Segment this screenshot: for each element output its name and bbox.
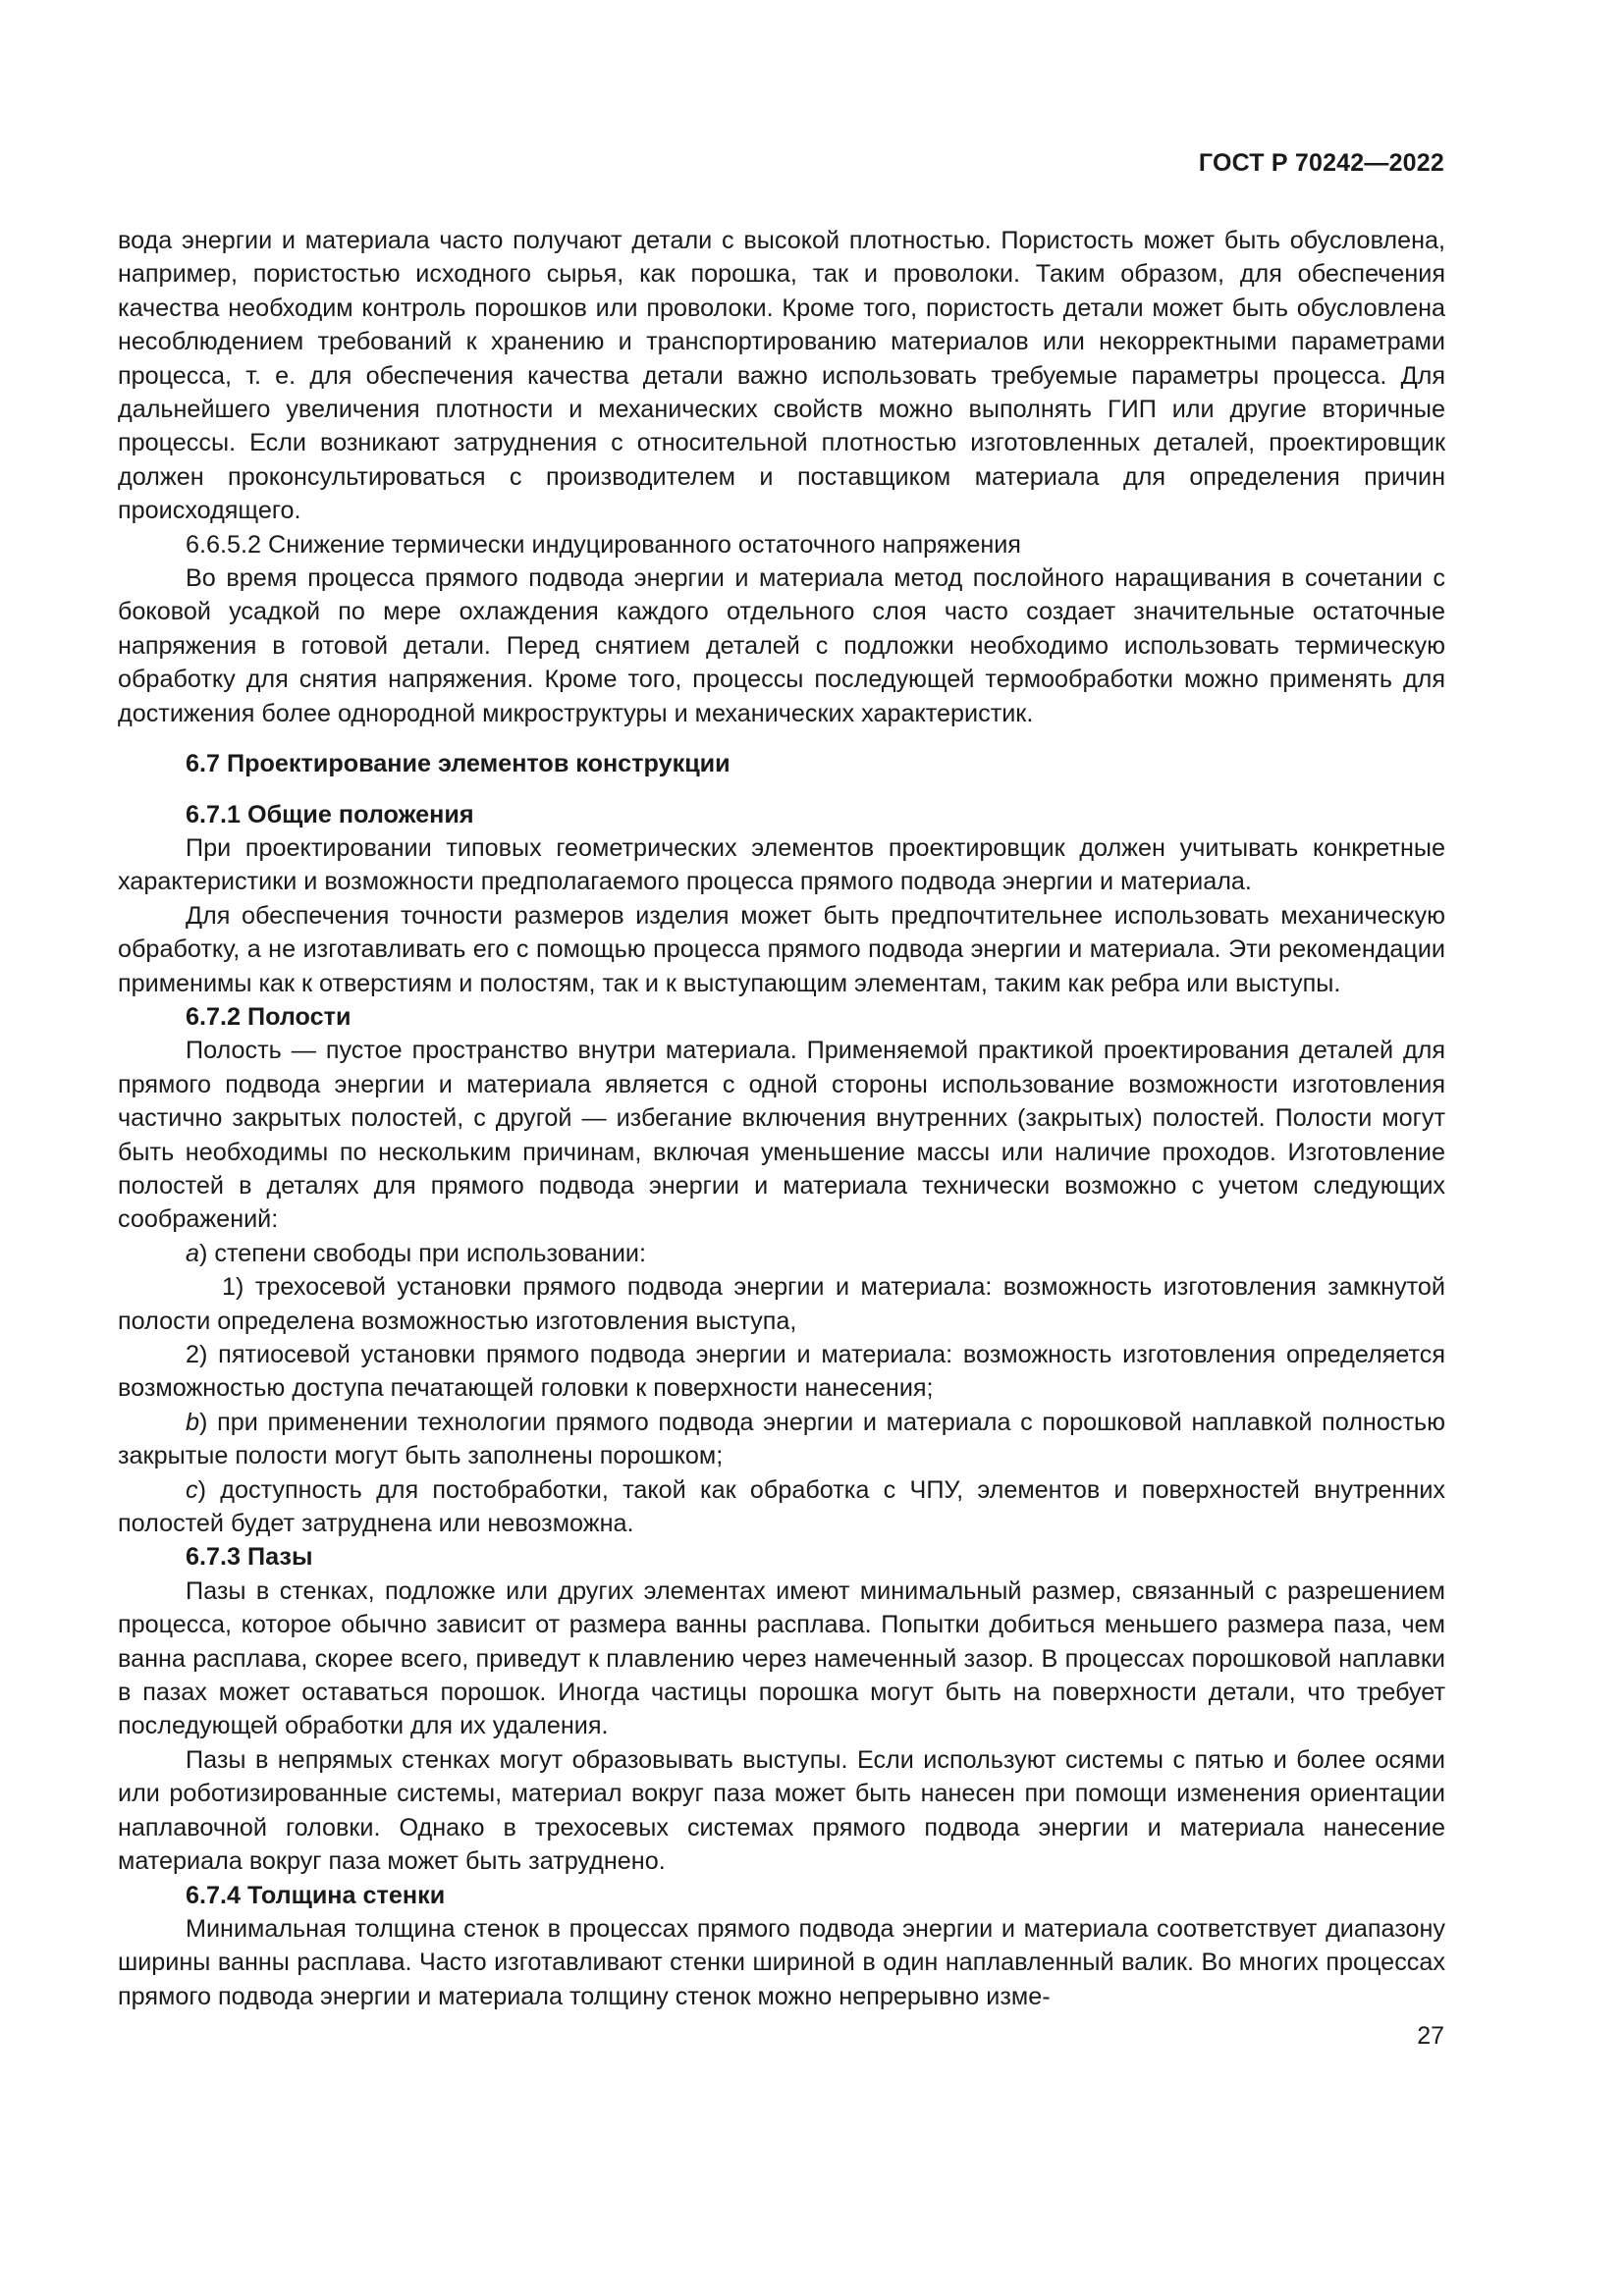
list-letter-b: b: [186, 1408, 200, 1436]
list-letter-c: c: [186, 1475, 198, 1504]
paragraph-dimensional-accuracy: Для обеспечения точности размеров изделия может быть предпочтительнее использовать механическую обработку, а не изготавливать его с помощью процесса прямого подвода энергии и материала. Эти рекомендации применимы как к отверстиям и полостям, так и к выступающим элементам, таким как ребра или выступы.: [118, 901, 1445, 997]
section-heading-6-7-4: 6.7.4 Толщина стенки: [186, 1881, 446, 1909]
subsection-title-6-6-5-2: 6.6.5.2 Снижение термически индуцированного остаточного напряжения: [186, 530, 1021, 559]
paragraph-general-provisions: При проектировании типовых геометрических элементов проектировщик должен учитывать конкретные характеристики и возможности предполагаемого процесса прямого подвода энергии и материала.: [118, 833, 1445, 896]
paragraph-residual-stress: Во время процесса прямого подвода энергии и материала метод послойного наращивания в сочетании с боковой усадкой по мере охлаждения каждого отдельного слоя часто создает значительные остаточные напряжения в готовой детали. Перед снятием деталей с подложки необходимо использовать термическую обработку для снятия напряжения. Кроме того, процессы последующей термообработки можно применять для достижения более однородной микроструктуры и механических характеристик.: [118, 564, 1445, 727]
section-heading-6-7-2: 6.7.2 Полости: [186, 1002, 352, 1031]
list-letter-a: a: [186, 1239, 200, 1267]
document-body: [118, 224, 1445, 2013]
page-number: 27: [1417, 2022, 1444, 2050]
list-item-c: [118, 1473, 1445, 1541]
list-item-c-text: ) доступность для постобработки, такой как обработка с ЧПУ, элементов и поверхностей внутренних полостей будет затруднена или невозможна.: [118, 1475, 1445, 1538]
section-heading-6-7: 6.7 Проектирование элементов конструкции: [186, 750, 731, 778]
paragraph-slots-resolution: Пазы в стенках, подложке или других элементах имеют минимальный размер, связанный с разрешением процесса, которое обычно зависит от размера ванны расплава. Попытки добиться меньшего размера паза, чем ванна расплава, скорее всего, приведут к плавлению через намеченный зазор. В процессах порошковой наплавки в пазах может оставаться порошок. Иногда частицы порошка могут быть на поверхности детали, что требует последующей обработки для их удаления.: [118, 1576, 1445, 1740]
list-subitem-a1: 1) трехосевой установки прямого подвода энергии и материала: возможность изготовления замкнутой полости определена возможностью изготовления выступа,: [118, 1273, 1445, 1335]
paragraph-wall-thickness: Минимальная толщина стенок в процессах прямого подвода энергии и материала соответствует диапазону ширины ванны расплава. Часто изготавливают стенки шириной в один наплавленный валик. Во многих процессах прямого подвода энергии и материала толщину стенок можно непрерывно изме-: [118, 1914, 1445, 2010]
paragraph-porosity: вода энергии и материала часто получают детали с высокой плотностью. Пористость может быть обусловлена, например, пористостью исходного сырья, как порошка, так и проволоки. Таким образом, для обеспечения качества необходим контроль порошков или проволоки. Кроме того, пористость детали может быть обусловлена несоблюдением требований к хранению и транспортированию материалов или некорректными параметрами процесса, т. е. для обеспечения качества детали важно использовать требуемые параметры процесса. Для дальнейшего увеличения плотности и механических свойств можно выполнять ГИП или другие вторичные процессы. Если возникают затруднения с относительной плотностью изготовленных деталей, проектировщик должен проконсультироваться с производителем и поставщиком материала для определения причин происходящего.: [118, 227, 1445, 525]
list-subitem-a2: 2) пятиосевой установки прямого подвода энергии и материала: возможность изготовления определяется возможностью доступа печатающей головки к поверхности нанесения;: [118, 1341, 1445, 1403]
list-item-a-text: ) степени свободы при использовании:: [199, 1239, 646, 1267]
list-item-a: [118, 1237, 1445, 1270]
paragraph-cavities: Полость — пустое пространство внутри материала. Применяемой практикой проектирования деталей для прямого подвода энергии и материала является с одной стороны использование возможности изготовления частично закрытых полостей, с другой — избегание включения внутренних (закрытых) полостей. Полости могут быть необходимы по нескольким причинам, включая уменьшение массы или наличие проходов. Изготовление полостей в деталях для прямого подвода энергии и материала технически возможно с учетом следующих соображений:: [118, 1037, 1445, 1234]
list-item-b-text: ) при применении технологии прямого подвода энергии и материала с порошковой наплавкой полностью закрытые полости могут быть заполнены порошком;: [118, 1408, 1445, 1470]
paragraph-slots-overhangs: Пазы в непрямых стенках могут образовывать выступы. Если используют системы с пятью и более осями или роботизированные системы, материал вокруг паза может быть нанесен при помощи изменения ориентации наплавочной головки. Однако в трехосевых системах прямого подвода энергии и материала нанесение материала вокруг паза может быть затруднено.: [118, 1745, 1445, 1876]
document-code-header: ГОСТ Р 70242—2022: [1198, 149, 1444, 177]
list-item-b: [118, 1406, 1445, 1473]
section-heading-6-7-3: 6.7.3 Пазы: [186, 1543, 313, 1572]
section-heading-6-7-1: 6.7.1 Общие положения: [186, 800, 474, 828]
